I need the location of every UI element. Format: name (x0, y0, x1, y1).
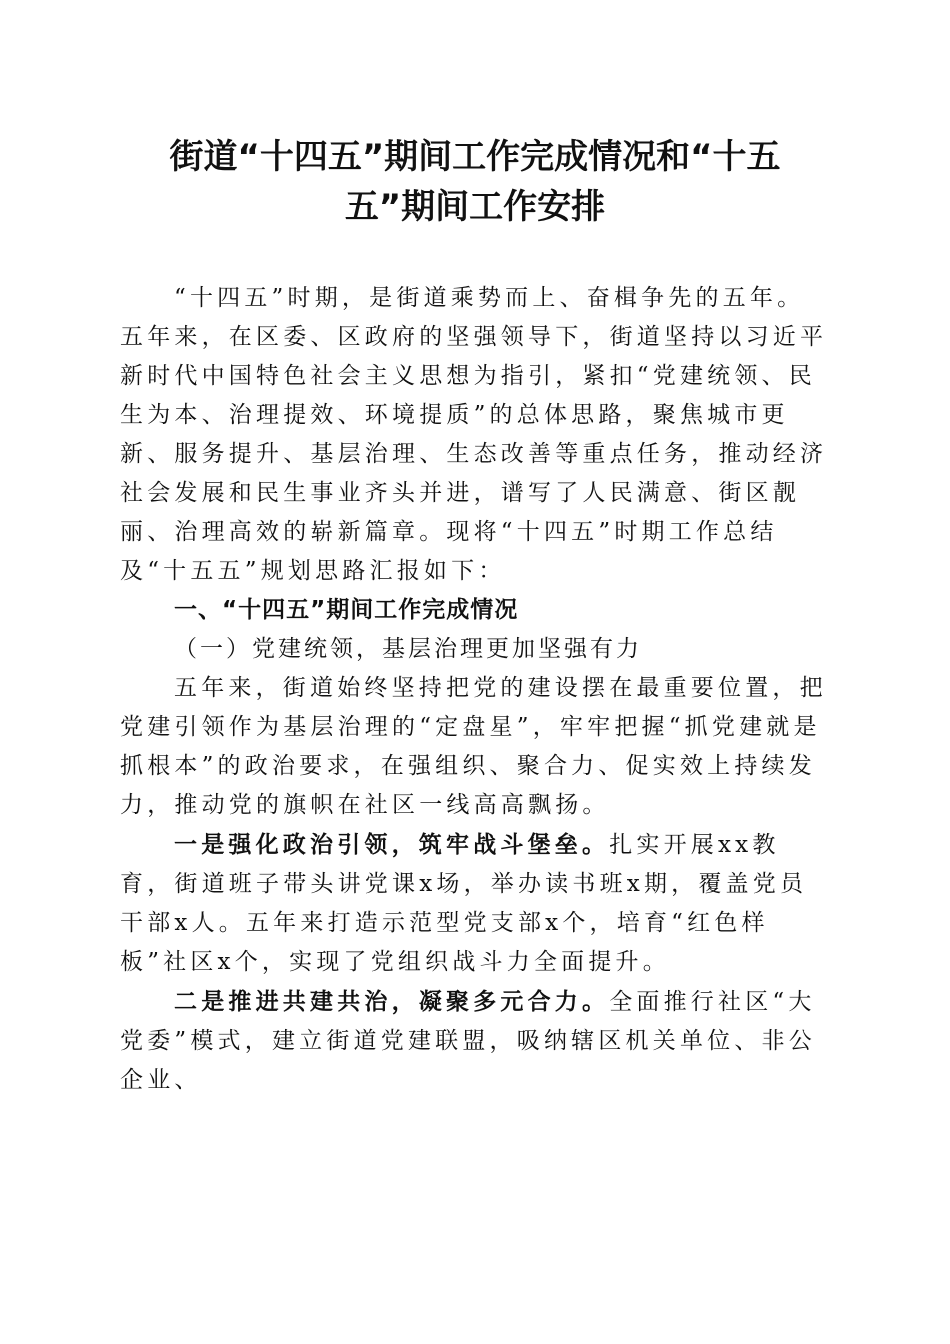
title-line-1: 街道“十四五”期间工作完成情况和“十五 (169, 137, 781, 177)
point-1-lead: 一是强化政治引领，筑牢战斗堡垒。 (174, 831, 610, 858)
subsection-paragraph: 五年来，街道始终坚持把党的建设摆在最重要位置，把党建引领作为基层治理的“定盘星”，牢牢把握“抓党建就是抓根本”的政治要求，在强组织、聚合力、促实效上持续发力，推动党的旗帜在社区一线高高飘扬。 (120, 675, 827, 818)
point-2-lead: 二是推进共建共治，凝聚多元合力。 (174, 988, 610, 1015)
subsection-heading: （一）党建统领，基层治理更加坚强有力 (174, 636, 642, 662)
point-1-text: 扎实开展xx教育，街道班子带头讲党课x场，举办读书班x期，覆盖党员干部x人。五年来打造示范型党支部x个，培育“红色样板”社区x个，实现了党组织战斗力全面提升。 (120, 832, 808, 975)
title-line-2: 五”期间工作安排 (344, 187, 606, 227)
point-paragraph-1 (120, 825, 830, 982)
document-title (120, 132, 830, 232)
point-2-text: 全面推行社区“大党委”模式，建立街道党建联盟，吸纳辖区机关单位、非公企业、 (120, 989, 816, 1093)
point-paragraph-2 (120, 982, 830, 1100)
section-heading: 一、“十四五”期间工作完成情况 (174, 597, 519, 623)
document-body (120, 279, 830, 1100)
intro-paragraph: “十四五”时期，是街道乘势而上、奋楫争先的五年。五年来，在区委、区政府的坚强领导下，街道坚持以习近平新时代中国特色社会主义思想为指引，紧扣“党建统领、民生为本、治理提效、环境提质”的总体思路，聚焦城市更新、服务提升、基层治理、生态改善等重点任务，推动经济社会发展和民生事业齐头并进，谱写了人民满意、街区靓丽、治理高效的崭新篇章。现将“十四五”时期工作总结及“十五五”规划思路汇报如下： (120, 285, 828, 584)
